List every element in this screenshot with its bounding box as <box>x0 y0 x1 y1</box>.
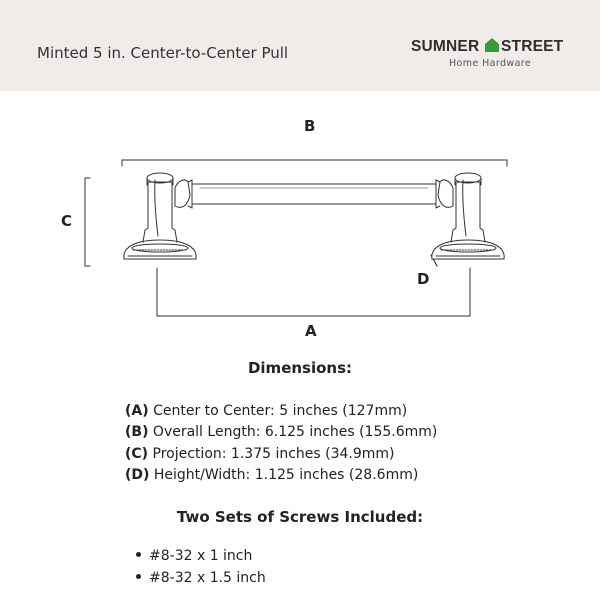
brand-name-part2: STREET <box>501 38 564 55</box>
spec-row-b <box>125 422 437 443</box>
spec-text: Projection: 1.375 inches (34.9mm) <box>148 445 395 462</box>
label-c: C <box>61 212 73 230</box>
spec-text: Overall Length: 6.125 inches (155.6mm) <box>148 424 438 441</box>
dimensions-heading: Dimensions: <box>247 359 353 377</box>
spec-key: (C) <box>125 445 149 462</box>
header-banner <box>0 0 600 91</box>
dimension-line-c <box>85 178 90 266</box>
spec-row-a <box>125 401 437 422</box>
list-item <box>136 545 266 567</box>
spec-row-c <box>125 444 437 465</box>
spec-key: (A) <box>125 403 149 419</box>
screw-text: #8-32 x 1 inch <box>149 548 253 564</box>
pull-bar <box>175 180 453 208</box>
list-item <box>136 567 266 589</box>
bullet-icon <box>136 552 141 557</box>
screw-text: #8-32 x 1.5 inch <box>149 570 266 586</box>
spec-key: (D) <box>125 466 150 483</box>
spec-text: Height/Width: 1.125 inches (28.6mm) <box>149 466 419 483</box>
brand-logo <box>411 38 571 72</box>
label-d: D <box>417 270 430 288</box>
screws-heading: Two Sets of Screws Included: <box>176 508 424 526</box>
spec-text: Center to Center: 5 inches (127mm) <box>148 403 408 419</box>
spec-row-d <box>125 465 437 486</box>
brand-subtitle: Home Hardware <box>449 58 532 69</box>
dimensions-list <box>125 401 437 486</box>
product-title: Minted 5 in. Center-to-Center Pull <box>37 44 289 62</box>
brand-name-part1: SUMNER <box>411 38 480 55</box>
bullet-icon <box>136 574 141 579</box>
label-a: A <box>305 322 317 340</box>
label-b: B <box>304 117 316 135</box>
screws-list <box>136 545 266 589</box>
house-icon <box>485 38 499 52</box>
pull-dimension-diagram <box>0 91 600 341</box>
dimension-line-b <box>122 160 507 166</box>
spec-key: (B) <box>125 424 149 441</box>
